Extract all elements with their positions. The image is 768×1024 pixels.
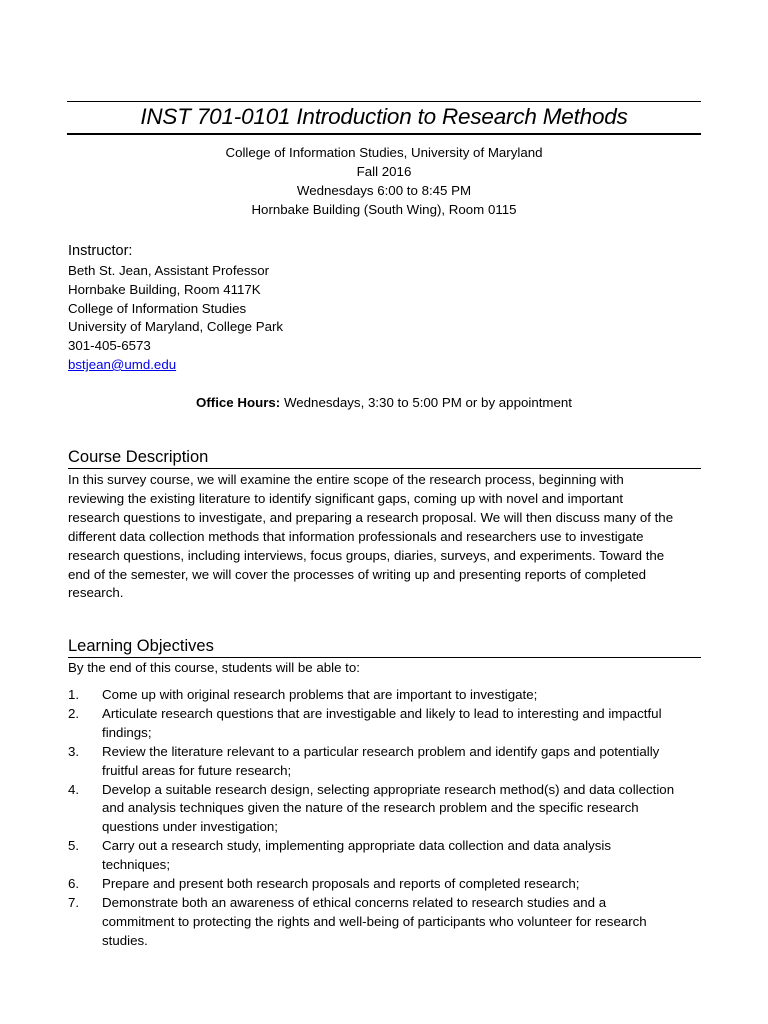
- instructor-heading: Instructor:: [68, 243, 133, 259]
- objective-text: Prepare and present both research proposals and reports of completed research;: [102, 876, 580, 892]
- description-line: different data collection methods that information professionals and researchers use to investigate: [68, 528, 644, 544]
- objective-item: [68, 743, 701, 781]
- objective-number: 5.: [68, 838, 80, 854]
- instructor-phone: 301-405-6573: [68, 338, 151, 354]
- instructor-info: [68, 262, 283, 375]
- description-line: research questions to investigate, and preparing a research proposal. We will then discuss many of the: [68, 509, 674, 525]
- instructor-university: University of Maryland, College Park: [68, 319, 284, 335]
- description-line: research questions, including interviews, focus groups, diaries, surveys, and experiments. Toward the: [68, 547, 665, 563]
- course-description-body: [68, 471, 673, 603]
- objective-number: 6.: [68, 876, 80, 892]
- objective-number: 2.: [68, 705, 80, 721]
- header-line-schedule: Wednesdays 6:00 to 8:45 PM: [296, 183, 472, 198]
- description-line: reviewing the existing literature to identify significant gaps, coming up with novel and important: [68, 490, 624, 506]
- instructor-name: Beth St. Jean, Assistant Professor: [68, 263, 270, 278]
- objective-number: 3.: [68, 743, 80, 759]
- document-title: INST 701-0101 Introduction to Research Methods: [140, 104, 628, 129]
- learning-objectives-list: [68, 686, 701, 951]
- objective-text: Carry out a research study, implementing appropriate data collection and data analysis: [102, 838, 612, 854]
- objective-text: questions under investigation;: [102, 819, 278, 835]
- objective-number: 1.: [68, 687, 80, 702]
- objective-text: Develop a suitable research design, selecting appropriate research method(s) and data collection: [102, 781, 675, 797]
- description-line: In this survey course, we will examine the entire scope of the research process, beginning with: [68, 472, 624, 487]
- objective-number: 4.: [68, 781, 80, 797]
- description-line: research.: [68, 585, 124, 601]
- objective-item: [68, 705, 701, 743]
- office-hours-text: Wednesdays, 3:30 to 5:00 PM or by appointment: [280, 395, 572, 410]
- objective-item: [68, 837, 701, 875]
- objective-text: commitment to protecting the rights and well-being of participants who volunteer for research: [102, 913, 647, 929]
- learning-objectives-intro: By the end of this course, students will be able to:: [68, 660, 360, 675]
- header-line-college: College of Information Studies, University of Maryland: [225, 145, 543, 160]
- objective-item: [68, 686, 701, 705]
- instructor-college: College of Information Studies: [68, 300, 247, 316]
- objective-item: [68, 894, 701, 951]
- header-line-location: Hornbake Building (South Wing), Room 0115: [251, 202, 517, 217]
- objective-text: Come up with original research problems that are important to investigate;: [102, 687, 538, 702]
- header-line-term: Fall 2016: [356, 164, 412, 179]
- office-hours: [67, 395, 701, 410]
- objective-text: and analysis techniques given the nature of the research problem and the specific research: [102, 800, 639, 816]
- learning-objectives-heading: Learning Objectives: [68, 637, 701, 658]
- objective-text: fruitful areas for future research;: [102, 762, 292, 778]
- objective-text: findings;: [102, 724, 152, 740]
- title-block: [67, 101, 701, 135]
- description-line: end of the semester, we will cover the processes of writing up and presenting reports of completed: [68, 566, 646, 582]
- objective-text: Review the literature relevant to a particular research problem and identify gaps and potentially: [102, 743, 660, 759]
- instructor-email-link[interactable]: bstjean@umd.edu: [68, 356, 177, 372]
- objective-text: Demonstrate both an awareness of ethical concerns related to research studies and a: [102, 894, 607, 910]
- objective-text: Articulate research questions that are investigable and likely to lead to interesting and impactful: [102, 705, 662, 721]
- office-hours-label: Office Hours:: [196, 395, 281, 410]
- course-description-heading: Course Description: [68, 448, 701, 469]
- course-info-header: [67, 143, 701, 219]
- instructor-office: Hornbake Building, Room 4117K: [68, 281, 261, 297]
- objective-number: 7.: [68, 894, 80, 910]
- objective-item: [68, 781, 701, 838]
- objective-text: studies.: [102, 932, 148, 948]
- objective-item: [68, 875, 701, 894]
- objective-text: techniques;: [102, 857, 171, 873]
